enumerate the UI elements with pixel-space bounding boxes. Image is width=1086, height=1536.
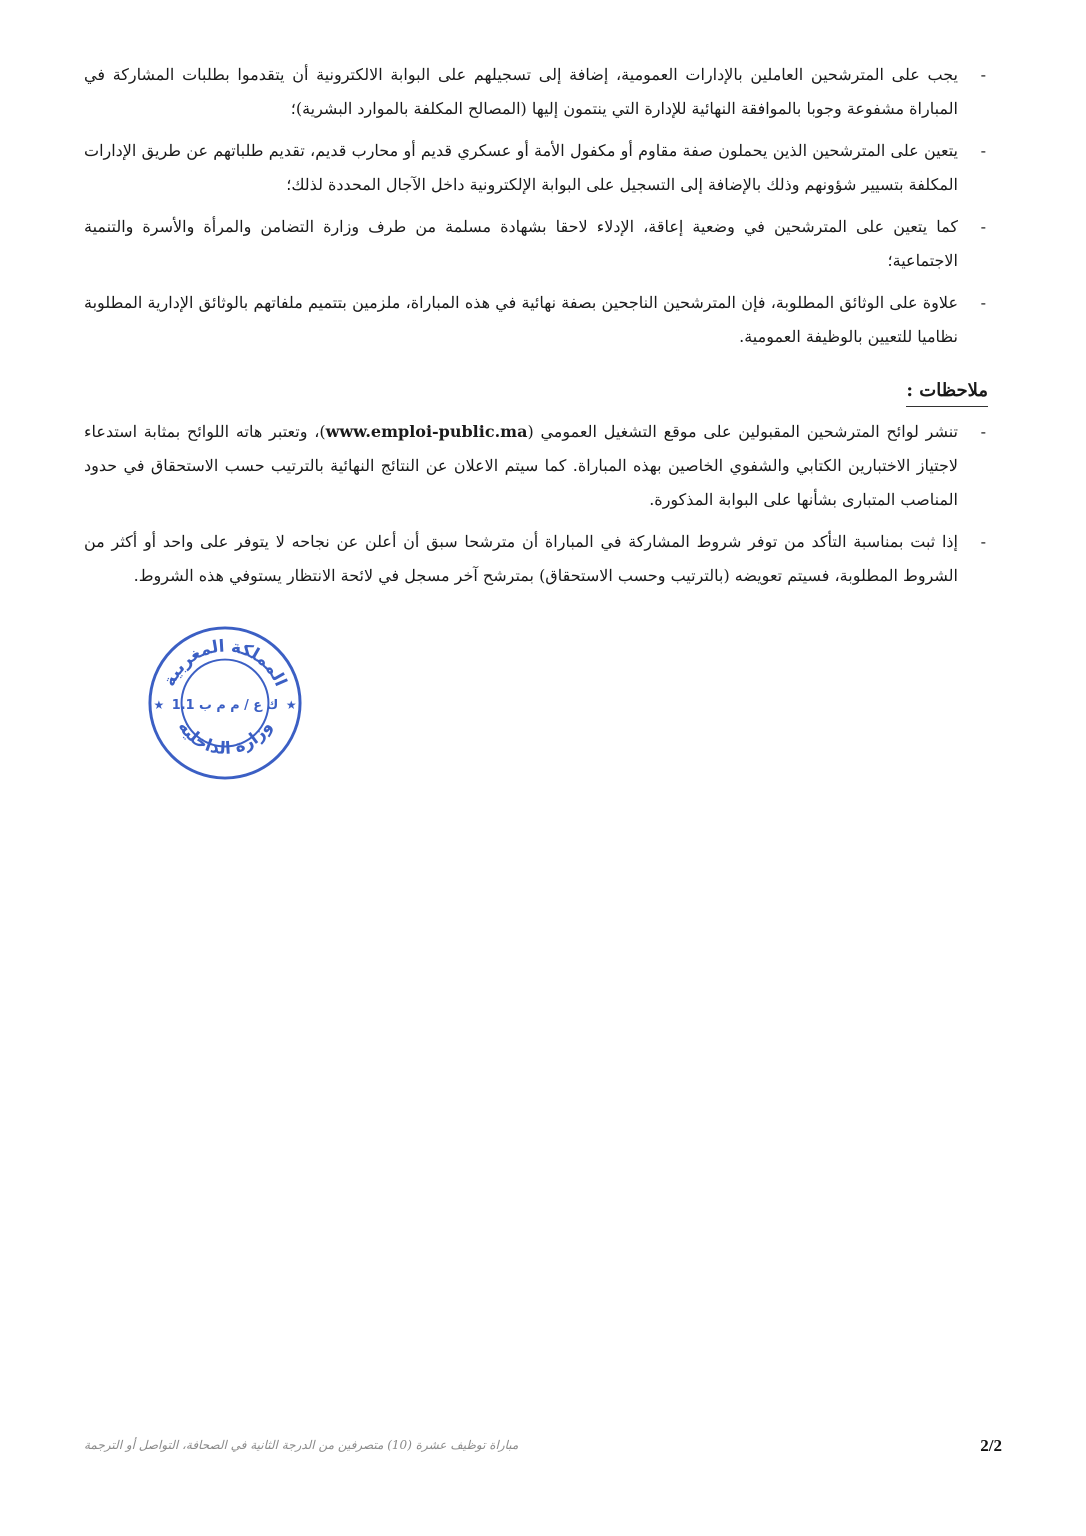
notes-heading: ملاحظات : [906,376,988,407]
emploi-public-link[interactable]: www.emploi-public.ma [325,422,528,441]
bullet-dash: - [980,65,986,84]
requirements-list [84,58,988,354]
list-item: - علاوة على الوثائق المطلوبة، فإن المترشحين الناجحين بصفة نهائية في هذه المباراة، ملزمين بتتميم ملفاتهم بالوثائق الإدارية المطلوبة نظاميا للتعيين بالوظيفة العمومية. [84,286,988,354]
bullet-dash: - [980,293,986,312]
page-number: 2/2 [980,1436,1002,1455]
footer-title: مباراة توظيف عشرة (10) متصرفين من الدرجة الثانية في الصحافة، التواصل أو الترجمة [84,1438,519,1452]
list-item [84,415,988,517]
stamp-center-code: ك ع / م م ب 1.1 [171,697,279,713]
bullet-dash: - [980,532,986,551]
star-icon: ★ [153,697,165,712]
bullet-dash: - [980,141,986,160]
stamp-bottom-text: وزارة الداخلية [174,716,276,758]
bullet-dash: - [980,217,986,236]
list-item: - يتعين على المترشحين الذين يحملون صفة مقاوم أو مكفول الأمة أو عسكري قديم أو محارب قديم، تقديم طلباتهم عن طريق الإدارات المكلفة بتسيير شؤونهم وذلك بالإضافة إلى التسجيل على البوابة الإلكترونية داخل الآجال المحددة لذلك؛ [84,134,988,202]
notes-list [84,415,988,593]
document-body [84,58,988,601]
ministry-stamp [146,624,304,782]
note1-text-before: تنشر لوائح المترشحين المقبولين على موقع التشغيل العمومي ( [527,422,959,441]
note1-text-after: )، وتعتبر هاته اللوائح بمثابة استدعاء لاجتياز الاختبارين الكتابي والشفوي الخاصين بهذه المباراة. كما سيتم الاعلان عن النتائج النهائية بالترتيب حسب الاستحقاق في حدود المناصب المتبارى بشأنها على البوابة المذكورة. [84,422,958,509]
stamp-top-text: المملكة المغربية [158,635,292,690]
page-footer [84,1438,1002,1468]
list-item: - إذا ثبت بمناسبة التأكد من توفر شروط المشاركة في المباراة أن مترشحا سبق أن أعلن عن نجاحه لا يتوفر على واحد أو أكثر من الشروط المطلوبة، فسيتم تعويضه (بالترتيب وحسب الاستحقاق) بمترشح آخر مسجل في لائحة الانتظار يستوفي هذه الشروط. [84,525,988,593]
list-item: - كما يتعين على المترشحين في وضعية إعاقة، الإدلاء لاحقا بشهادة مسلمة من طرف وزارة التضامن والمرأة والأسرة والتنمية الاجتماعية؛ [84,210,988,278]
bullet-dash: - [980,422,986,441]
star-icon: ★ [285,697,297,712]
list-item: - يجب على المترشحين العاملين بالإدارات العمومية، إضافة إلى تسجيلهم على البوابة الالكترونية أن يتقدموا بطلبات المشاركة في المباراة مشفوعة وجوبا بالموافقة النهائية للإدارة التي ينتمون إليها (المصالح المكلفة بالموارد البشرية)؛ [84,58,988,126]
